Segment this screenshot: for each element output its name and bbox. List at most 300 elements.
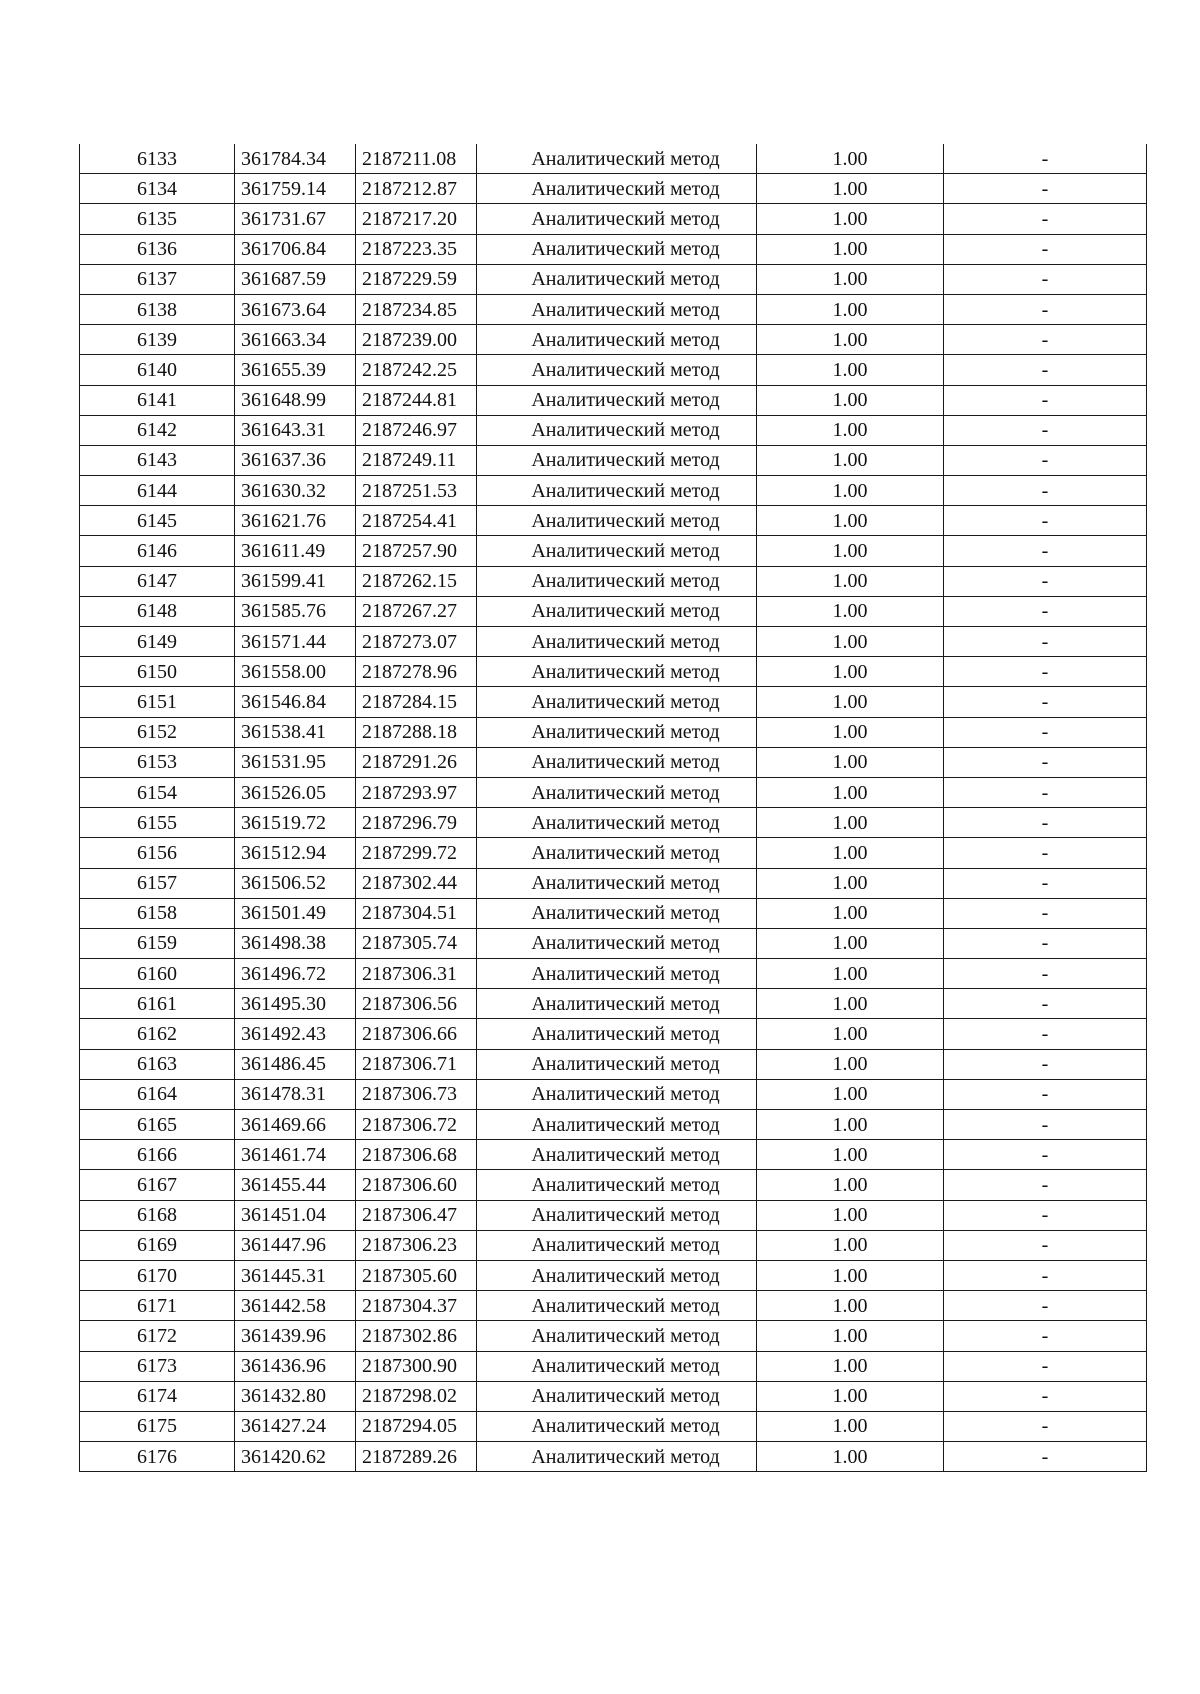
- x-coordinate-cell: 361637.36: [235, 445, 356, 475]
- point-number-cell: 6173: [80, 1351, 235, 1381]
- accuracy-cell: 1.00: [757, 747, 944, 777]
- y-coordinate-cell: 2187244.81: [356, 385, 477, 415]
- x-coordinate-cell: 361687.59: [235, 264, 356, 294]
- x-coordinate-cell: 361498.38: [235, 928, 356, 958]
- table-row: [80, 1230, 1147, 1260]
- method-cell: Аналитический метод: [477, 928, 757, 958]
- accuracy-cell: 1.00: [757, 1200, 944, 1230]
- y-coordinate-cell: 2187300.90: [356, 1351, 477, 1381]
- method-cell: Аналитический метод: [477, 385, 757, 415]
- accuracy-cell: 1.00: [757, 1110, 944, 1140]
- method-cell: Аналитический метод: [477, 204, 757, 234]
- point-number-cell: 6162: [80, 1019, 235, 1049]
- extra-cell: -: [944, 234, 1147, 264]
- accuracy-cell: 1.00: [757, 355, 944, 385]
- table-row: [80, 144, 1147, 174]
- method-cell: Аналитический метод: [477, 325, 757, 355]
- method-cell: Аналитический метод: [477, 566, 757, 596]
- method-cell: Аналитический метод: [477, 838, 757, 868]
- x-coordinate-cell: 361427.24: [235, 1411, 356, 1441]
- x-coordinate-cell: 361759.14: [235, 174, 356, 204]
- x-coordinate-cell: 361621.76: [235, 506, 356, 536]
- method-cell: Аналитический метод: [477, 868, 757, 898]
- x-coordinate-cell: 361436.96: [235, 1351, 356, 1381]
- method-cell: Аналитический метод: [477, 1442, 757, 1472]
- y-coordinate-cell: 2187249.11: [356, 445, 477, 475]
- accuracy-cell: 1.00: [757, 264, 944, 294]
- point-number-cell: 6143: [80, 445, 235, 475]
- table-row: [80, 868, 1147, 898]
- extra-cell: -: [944, 445, 1147, 475]
- point-number-cell: 6164: [80, 1079, 235, 1109]
- x-coordinate-cell: 361643.31: [235, 415, 356, 445]
- y-coordinate-cell: 2187257.90: [356, 536, 477, 566]
- table-row: [80, 445, 1147, 475]
- y-coordinate-cell: 2187223.35: [356, 234, 477, 264]
- accuracy-cell: 1.00: [757, 777, 944, 807]
- y-coordinate-cell: 2187262.15: [356, 566, 477, 596]
- x-coordinate-cell: 361512.94: [235, 838, 356, 868]
- point-number-cell: 6156: [80, 838, 235, 868]
- y-coordinate-cell: 2187306.71: [356, 1049, 477, 1079]
- method-cell: Аналитический метод: [477, 596, 757, 626]
- y-coordinate-cell: 2187284.15: [356, 687, 477, 717]
- y-coordinate-cell: 2187305.60: [356, 1260, 477, 1290]
- x-coordinate-cell: 361501.49: [235, 898, 356, 928]
- table-row: [80, 506, 1147, 536]
- extra-cell: -: [944, 506, 1147, 536]
- accuracy-cell: 1.00: [757, 506, 944, 536]
- method-cell: Аналитический метод: [477, 174, 757, 204]
- accuracy-cell: 1.00: [757, 445, 944, 475]
- y-coordinate-cell: 2187211.08: [356, 144, 477, 174]
- y-coordinate-cell: 2187234.85: [356, 294, 477, 324]
- accuracy-cell: 1.00: [757, 566, 944, 596]
- method-cell: Аналитический метод: [477, 1260, 757, 1290]
- extra-cell: -: [944, 174, 1147, 204]
- x-coordinate-cell: 361673.64: [235, 294, 356, 324]
- extra-cell: -: [944, 325, 1147, 355]
- point-number-cell: 6170: [80, 1260, 235, 1290]
- method-cell: Аналитический метод: [477, 687, 757, 717]
- y-coordinate-cell: 2187306.23: [356, 1230, 477, 1260]
- y-coordinate-cell: 2187302.86: [356, 1321, 477, 1351]
- table-row: [80, 959, 1147, 989]
- point-number-cell: 6161: [80, 989, 235, 1019]
- table-row: [80, 596, 1147, 626]
- y-coordinate-cell: 2187304.51: [356, 898, 477, 928]
- accuracy-cell: 1.00: [757, 596, 944, 626]
- accuracy-cell: 1.00: [757, 687, 944, 717]
- accuracy-cell: 1.00: [757, 415, 944, 445]
- method-cell: Аналитический метод: [477, 1049, 757, 1079]
- y-coordinate-cell: 2187239.00: [356, 325, 477, 355]
- extra-cell: -: [944, 596, 1147, 626]
- y-coordinate-cell: 2187246.97: [356, 415, 477, 445]
- extra-cell: -: [944, 1230, 1147, 1260]
- y-coordinate-cell: 2187306.68: [356, 1140, 477, 1170]
- y-coordinate-cell: 2187217.20: [356, 204, 477, 234]
- table-row: [80, 1381, 1147, 1411]
- point-number-cell: 6153: [80, 747, 235, 777]
- y-coordinate-cell: 2187254.41: [356, 506, 477, 536]
- point-number-cell: 6142: [80, 415, 235, 445]
- x-coordinate-cell: 361478.31: [235, 1079, 356, 1109]
- x-coordinate-cell: 361469.66: [235, 1110, 356, 1140]
- method-cell: Аналитический метод: [477, 1170, 757, 1200]
- y-coordinate-cell: 2187267.27: [356, 596, 477, 626]
- y-coordinate-cell: 2187212.87: [356, 174, 477, 204]
- method-cell: Аналитический метод: [477, 536, 757, 566]
- y-coordinate-cell: 2187306.47: [356, 1200, 477, 1230]
- x-coordinate-cell: 361432.80: [235, 1381, 356, 1411]
- extra-cell: -: [944, 1140, 1147, 1170]
- x-coordinate-cell: 361531.95: [235, 747, 356, 777]
- accuracy-cell: 1.00: [757, 1079, 944, 1109]
- point-number-cell: 6134: [80, 174, 235, 204]
- table-row: [80, 385, 1147, 415]
- method-cell: Аналитический метод: [477, 1351, 757, 1381]
- method-cell: Аналитический метод: [477, 898, 757, 928]
- point-number-cell: 6151: [80, 687, 235, 717]
- x-coordinate-cell: 361506.52: [235, 868, 356, 898]
- extra-cell: -: [944, 959, 1147, 989]
- accuracy-cell: 1.00: [757, 1381, 944, 1411]
- table-row: [80, 1170, 1147, 1200]
- table-row: [80, 1049, 1147, 1079]
- y-coordinate-cell: 2187229.59: [356, 264, 477, 294]
- accuracy-cell: 1.00: [757, 1291, 944, 1321]
- table-row: [80, 264, 1147, 294]
- point-number-cell: 6166: [80, 1140, 235, 1170]
- accuracy-cell: 1.00: [757, 717, 944, 747]
- point-number-cell: 6165: [80, 1110, 235, 1140]
- y-coordinate-cell: 2187273.07: [356, 627, 477, 657]
- method-cell: Аналитический метод: [477, 445, 757, 475]
- accuracy-cell: 1.00: [757, 1230, 944, 1260]
- method-cell: Аналитический метод: [477, 717, 757, 747]
- point-number-cell: 6160: [80, 959, 235, 989]
- y-coordinate-cell: 2187293.97: [356, 777, 477, 807]
- extra-cell: -: [944, 264, 1147, 294]
- y-coordinate-cell: 2187278.96: [356, 657, 477, 687]
- method-cell: Аналитический метод: [477, 476, 757, 506]
- table-row: [80, 1291, 1147, 1321]
- method-cell: Аналитический метод: [477, 989, 757, 1019]
- method-cell: Аналитический метод: [477, 1200, 757, 1230]
- accuracy-cell: 1.00: [757, 989, 944, 1019]
- x-coordinate-cell: 361486.45: [235, 1049, 356, 1079]
- x-coordinate-cell: 361492.43: [235, 1019, 356, 1049]
- table-row: [80, 1351, 1147, 1381]
- extra-cell: -: [944, 1200, 1147, 1230]
- table-row: [80, 415, 1147, 445]
- extra-cell: -: [944, 1442, 1147, 1472]
- x-coordinate-cell: 361599.41: [235, 566, 356, 596]
- extra-cell: -: [944, 657, 1147, 687]
- y-coordinate-cell: 2187306.60: [356, 1170, 477, 1200]
- point-number-cell: 6136: [80, 234, 235, 264]
- table-row: [80, 536, 1147, 566]
- method-cell: Аналитический метод: [477, 415, 757, 445]
- table-row: [80, 657, 1147, 687]
- y-coordinate-cell: 2187306.56: [356, 989, 477, 1019]
- accuracy-cell: 1.00: [757, 838, 944, 868]
- point-number-cell: 6167: [80, 1170, 235, 1200]
- extra-cell: -: [944, 1351, 1147, 1381]
- coordinates-table-body: [80, 144, 1147, 1472]
- table-row: [80, 687, 1147, 717]
- extra-cell: -: [944, 808, 1147, 838]
- extra-cell: -: [944, 144, 1147, 174]
- table-row: [80, 1019, 1147, 1049]
- table-row: [80, 204, 1147, 234]
- method-cell: Аналитический метод: [477, 657, 757, 687]
- table-row: [80, 1321, 1147, 1351]
- x-coordinate-cell: 361451.04: [235, 1200, 356, 1230]
- y-coordinate-cell: 2187242.25: [356, 355, 477, 385]
- y-coordinate-cell: 2187306.72: [356, 1110, 477, 1140]
- accuracy-cell: 1.00: [757, 204, 944, 234]
- table-row: [80, 1200, 1147, 1230]
- x-coordinate-cell: 361663.34: [235, 325, 356, 355]
- y-coordinate-cell: 2187305.74: [356, 928, 477, 958]
- point-number-cell: 6157: [80, 868, 235, 898]
- y-coordinate-cell: 2187306.66: [356, 1019, 477, 1049]
- table-row: [80, 717, 1147, 747]
- accuracy-cell: 1.00: [757, 959, 944, 989]
- extra-cell: -: [944, 1049, 1147, 1079]
- point-number-cell: 6140: [80, 355, 235, 385]
- extra-cell: -: [944, 777, 1147, 807]
- extra-cell: -: [944, 566, 1147, 596]
- x-coordinate-cell: 361585.76: [235, 596, 356, 626]
- x-coordinate-cell: 361731.67: [235, 204, 356, 234]
- x-coordinate-cell: 361447.96: [235, 1230, 356, 1260]
- x-coordinate-cell: 361558.00: [235, 657, 356, 687]
- accuracy-cell: 1.00: [757, 928, 944, 958]
- accuracy-cell: 1.00: [757, 808, 944, 838]
- method-cell: Аналитический метод: [477, 234, 757, 264]
- point-number-cell: 6159: [80, 928, 235, 958]
- method-cell: Аналитический метод: [477, 1140, 757, 1170]
- table-row: [80, 838, 1147, 868]
- accuracy-cell: 1.00: [757, 1140, 944, 1170]
- point-number-cell: 6152: [80, 717, 235, 747]
- x-coordinate-cell: 361439.96: [235, 1321, 356, 1351]
- y-coordinate-cell: 2187306.31: [356, 959, 477, 989]
- extra-cell: -: [944, 1321, 1147, 1351]
- x-coordinate-cell: 361630.32: [235, 476, 356, 506]
- method-cell: Аналитический метод: [477, 1019, 757, 1049]
- table-row: [80, 1260, 1147, 1290]
- point-number-cell: 6174: [80, 1381, 235, 1411]
- accuracy-cell: 1.00: [757, 1442, 944, 1472]
- x-coordinate-cell: 361455.44: [235, 1170, 356, 1200]
- extra-cell: -: [944, 1260, 1147, 1290]
- extra-cell: -: [944, 989, 1147, 1019]
- method-cell: Аналитический метод: [477, 506, 757, 536]
- extra-cell: -: [944, 717, 1147, 747]
- extra-cell: -: [944, 294, 1147, 324]
- x-coordinate-cell: 361420.62: [235, 1442, 356, 1472]
- method-cell: Аналитический метод: [477, 294, 757, 324]
- extra-cell: -: [944, 928, 1147, 958]
- extra-cell: -: [944, 536, 1147, 566]
- table-row: [80, 174, 1147, 204]
- extra-cell: -: [944, 627, 1147, 657]
- method-cell: Аналитический метод: [477, 747, 757, 777]
- extra-cell: -: [944, 415, 1147, 445]
- table-row: [80, 808, 1147, 838]
- extra-cell: -: [944, 1079, 1147, 1109]
- point-number-cell: 6169: [80, 1230, 235, 1260]
- point-number-cell: 6175: [80, 1411, 235, 1441]
- extra-cell: -: [944, 868, 1147, 898]
- extra-cell: -: [944, 1170, 1147, 1200]
- point-number-cell: 6147: [80, 566, 235, 596]
- extra-cell: -: [944, 204, 1147, 234]
- y-coordinate-cell: 2187304.37: [356, 1291, 477, 1321]
- accuracy-cell: 1.00: [757, 1321, 944, 1351]
- x-coordinate-cell: 361526.05: [235, 777, 356, 807]
- accuracy-cell: 1.00: [757, 144, 944, 174]
- table-row: [80, 928, 1147, 958]
- x-coordinate-cell: 361442.58: [235, 1291, 356, 1321]
- table-row: [80, 898, 1147, 928]
- accuracy-cell: 1.00: [757, 1351, 944, 1381]
- method-cell: Аналитический метод: [477, 1321, 757, 1351]
- x-coordinate-cell: 361571.44: [235, 627, 356, 657]
- extra-cell: -: [944, 355, 1147, 385]
- method-cell: Аналитический метод: [477, 1110, 757, 1140]
- y-coordinate-cell: 2187306.73: [356, 1079, 477, 1109]
- table-row: [80, 1442, 1147, 1472]
- table-row: [80, 1140, 1147, 1170]
- table-row: [80, 777, 1147, 807]
- accuracy-cell: 1.00: [757, 536, 944, 566]
- table-row: [80, 747, 1147, 777]
- extra-cell: -: [944, 1291, 1147, 1321]
- y-coordinate-cell: 2187294.05: [356, 1411, 477, 1441]
- accuracy-cell: 1.00: [757, 1260, 944, 1290]
- extra-cell: -: [944, 838, 1147, 868]
- method-cell: Аналитический метод: [477, 144, 757, 174]
- method-cell: Аналитический метод: [477, 1079, 757, 1109]
- accuracy-cell: 1.00: [757, 476, 944, 506]
- point-number-cell: 6154: [80, 777, 235, 807]
- table-row: [80, 1079, 1147, 1109]
- y-coordinate-cell: 2187251.53: [356, 476, 477, 506]
- accuracy-cell: 1.00: [757, 385, 944, 415]
- point-number-cell: 6137: [80, 264, 235, 294]
- extra-cell: -: [944, 385, 1147, 415]
- method-cell: Аналитический метод: [477, 1381, 757, 1411]
- point-number-cell: 6171: [80, 1291, 235, 1321]
- method-cell: Аналитический метод: [477, 627, 757, 657]
- point-number-cell: 6149: [80, 627, 235, 657]
- x-coordinate-cell: 361538.41: [235, 717, 356, 747]
- extra-cell: -: [944, 1381, 1147, 1411]
- accuracy-cell: 1.00: [757, 868, 944, 898]
- extra-cell: -: [944, 1019, 1147, 1049]
- accuracy-cell: 1.00: [757, 1170, 944, 1200]
- x-coordinate-cell: 361611.49: [235, 536, 356, 566]
- accuracy-cell: 1.00: [757, 294, 944, 324]
- x-coordinate-cell: 361496.72: [235, 959, 356, 989]
- point-number-cell: 6145: [80, 506, 235, 536]
- x-coordinate-cell: 361495.30: [235, 989, 356, 1019]
- x-coordinate-cell: 361461.74: [235, 1140, 356, 1170]
- table-row: [80, 1110, 1147, 1140]
- point-number-cell: 6176: [80, 1442, 235, 1472]
- table-row: [80, 566, 1147, 596]
- point-number-cell: 6144: [80, 476, 235, 506]
- point-number-cell: 6139: [80, 325, 235, 355]
- table-row: [80, 627, 1147, 657]
- method-cell: Аналитический метод: [477, 1411, 757, 1441]
- y-coordinate-cell: 2187288.18: [356, 717, 477, 747]
- y-coordinate-cell: 2187296.79: [356, 808, 477, 838]
- x-coordinate-cell: 361706.84: [235, 234, 356, 264]
- table-row: [80, 989, 1147, 1019]
- accuracy-cell: 1.00: [757, 174, 944, 204]
- point-number-cell: 6148: [80, 596, 235, 626]
- method-cell: Аналитический метод: [477, 355, 757, 385]
- x-coordinate-cell: 361784.34: [235, 144, 356, 174]
- x-coordinate-cell: 361546.84: [235, 687, 356, 717]
- point-number-cell: 6133: [80, 144, 235, 174]
- table-row: [80, 234, 1147, 264]
- x-coordinate-cell: 361519.72: [235, 808, 356, 838]
- method-cell: Аналитический метод: [477, 959, 757, 989]
- table-row: [80, 325, 1147, 355]
- extra-cell: -: [944, 747, 1147, 777]
- method-cell: Аналитический метод: [477, 1291, 757, 1321]
- y-coordinate-cell: 2187289.26: [356, 1442, 477, 1472]
- extra-cell: -: [944, 687, 1147, 717]
- accuracy-cell: 1.00: [757, 898, 944, 928]
- point-number-cell: 6150: [80, 657, 235, 687]
- point-number-cell: 6155: [80, 808, 235, 838]
- accuracy-cell: 1.00: [757, 1019, 944, 1049]
- x-coordinate-cell: 361648.99: [235, 385, 356, 415]
- point-number-cell: 6146: [80, 536, 235, 566]
- accuracy-cell: 1.00: [757, 1049, 944, 1079]
- y-coordinate-cell: 2187302.44: [356, 868, 477, 898]
- extra-cell: -: [944, 898, 1147, 928]
- table-row: [80, 294, 1147, 324]
- point-number-cell: 6158: [80, 898, 235, 928]
- method-cell: Аналитический метод: [477, 808, 757, 838]
- y-coordinate-cell: 2187298.02: [356, 1381, 477, 1411]
- accuracy-cell: 1.00: [757, 1411, 944, 1441]
- y-coordinate-cell: 2187299.72: [356, 838, 477, 868]
- extra-cell: -: [944, 1110, 1147, 1140]
- table-row: [80, 1411, 1147, 1441]
- point-number-cell: 6135: [80, 204, 235, 234]
- x-coordinate-cell: 361445.31: [235, 1260, 356, 1290]
- x-coordinate-cell: 361655.39: [235, 355, 356, 385]
- accuracy-cell: 1.00: [757, 325, 944, 355]
- accuracy-cell: 1.00: [757, 657, 944, 687]
- point-number-cell: 6172: [80, 1321, 235, 1351]
- y-coordinate-cell: 2187291.26: [356, 747, 477, 777]
- coordinates-table: [79, 144, 1147, 1472]
- point-number-cell: 6138: [80, 294, 235, 324]
- table-row: [80, 476, 1147, 506]
- method-cell: Аналитический метод: [477, 1230, 757, 1260]
